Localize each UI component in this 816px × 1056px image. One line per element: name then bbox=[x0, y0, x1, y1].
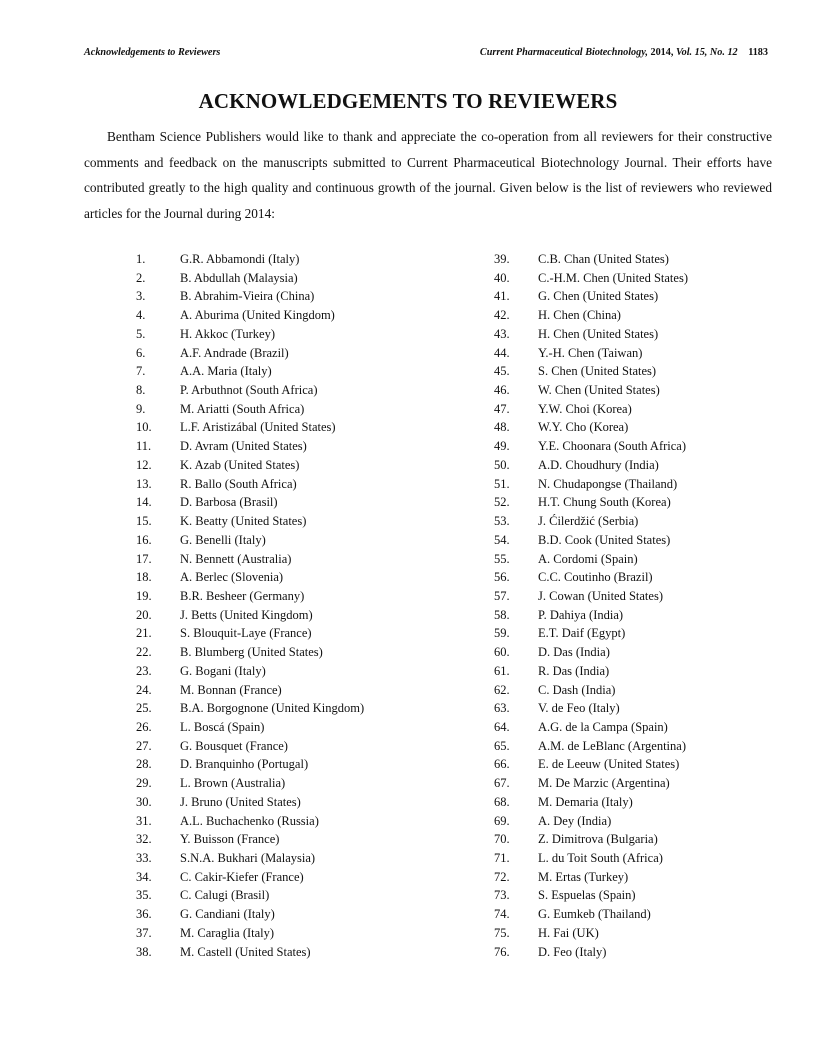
reviewer-item bbox=[136, 456, 364, 475]
reviewer-item bbox=[494, 830, 688, 849]
reviewer-name: B. Blumberg (United States) bbox=[180, 645, 323, 660]
reviewer-item bbox=[136, 325, 364, 344]
reviewer-number: 40. bbox=[494, 270, 510, 285]
reviewer-item bbox=[494, 755, 688, 774]
reviewer-number: 4. bbox=[136, 308, 146, 323]
reviewer-number: 39. bbox=[494, 252, 510, 266]
reviewer-name: A.D. Choudhury (India) bbox=[538, 457, 659, 472]
reviewer-item bbox=[494, 418, 688, 437]
reviewer-name: M. Ariatti (South Africa) bbox=[180, 401, 305, 416]
reviewer-number: 72. bbox=[494, 869, 510, 884]
reviewer-list-left bbox=[136, 250, 364, 961]
reviewer-number: 38. bbox=[136, 944, 152, 959]
reviewer-number: 45. bbox=[494, 364, 510, 379]
reviewer-name: J. Ćilerdžić (Serbia) bbox=[538, 514, 639, 529]
reviewer-item bbox=[136, 774, 364, 793]
reviewer-number: 60. bbox=[494, 645, 510, 660]
reviewer-item bbox=[494, 849, 688, 868]
reviewer-item bbox=[136, 568, 364, 587]
reviewer-item bbox=[136, 381, 364, 400]
reviewer-number: 64. bbox=[494, 719, 510, 734]
reviewer-name: S.N.A. Bukhari (Malaysia) bbox=[180, 851, 316, 865]
reviewer-item bbox=[136, 624, 364, 643]
reviewer-number: 28. bbox=[136, 757, 152, 772]
reviewer-name: A.L. Buchachenko (Russia) bbox=[180, 813, 319, 828]
reviewer-name: H. Chen (United States) bbox=[538, 326, 659, 341]
reviewer-item bbox=[494, 624, 688, 643]
reviewer-number: 7. bbox=[136, 364, 146, 379]
reviewer-item bbox=[136, 287, 364, 306]
reviewer-item bbox=[494, 269, 688, 288]
reviewer-number: 31. bbox=[136, 813, 152, 828]
reviewer-item bbox=[136, 362, 364, 381]
reviewer-item bbox=[494, 774, 688, 793]
reviewer-item bbox=[136, 437, 364, 456]
reviewer-name: K. Azab (United States) bbox=[180, 457, 300, 472]
reviewer-number: 23. bbox=[136, 663, 152, 678]
reviewer-name: N. Bennett (Australia) bbox=[180, 551, 292, 566]
reviewer-number: 3. bbox=[136, 289, 146, 304]
reviewer-item bbox=[136, 943, 364, 962]
reviewer-number: 42. bbox=[494, 308, 510, 323]
reviewer-number: 67. bbox=[494, 776, 510, 791]
reviewer-list-right bbox=[494, 250, 688, 961]
reviewer-item bbox=[494, 737, 688, 756]
reviewer-name: D. Barbosa (Brasil) bbox=[180, 495, 278, 510]
reviewer-name: A. Aburima (United Kingdom) bbox=[180, 308, 335, 323]
reviewer-number: 73. bbox=[494, 888, 510, 903]
reviewer-name: E.T. Daif (Egypt) bbox=[538, 626, 626, 641]
reviewer-name: S. Chen (United States) bbox=[538, 364, 657, 379]
reviewer-number: 65. bbox=[494, 738, 510, 753]
reviewer-name: P. Dahiya (India) bbox=[538, 607, 624, 622]
reviewer-name: M. Bonnan (France) bbox=[180, 682, 282, 697]
reviewer-name: B.R. Besheer (Germany) bbox=[180, 588, 305, 603]
reviewer-name: S. Blouquit-Laye (France) bbox=[180, 626, 312, 641]
reviewer-name: A. Berlec (Slovenia) bbox=[180, 570, 284, 585]
reviewer-number: 17. bbox=[136, 551, 152, 566]
reviewer-name: H.T. Chung South (Korea) bbox=[538, 495, 671, 510]
reviewer-name: J. Cowan (United States) bbox=[538, 588, 663, 603]
reviewer-name: C. Cakir-Kiefer (France) bbox=[180, 869, 304, 884]
reviewer-name: M. De Marzic (Argentina) bbox=[538, 776, 670, 791]
reviewer-item bbox=[136, 269, 364, 288]
reviewer-number: 34. bbox=[136, 869, 152, 884]
reviewer-number: 18. bbox=[136, 570, 152, 585]
reviewer-item bbox=[136, 830, 364, 849]
reviewer-name: N. Chudapongse (Thailand) bbox=[538, 476, 678, 491]
reviewer-item bbox=[494, 924, 688, 943]
reviewer-name: B. Abdullah (Malaysia) bbox=[180, 270, 298, 285]
reviewer-number: 52. bbox=[494, 495, 510, 510]
reviewer-item bbox=[136, 475, 364, 494]
reviewer-item bbox=[494, 681, 688, 700]
reviewer-number: 16. bbox=[136, 532, 152, 547]
running-header-section: Acknowledgements to Reviewers bbox=[84, 47, 221, 58]
reviewer-number: 6. bbox=[136, 345, 146, 360]
reviewer-item bbox=[136, 868, 364, 887]
reviewer-number: 55. bbox=[494, 551, 510, 566]
reviewer-name: G. Chen (United States) bbox=[538, 289, 659, 304]
reviewer-number: 71. bbox=[494, 851, 510, 865]
reviewer-item bbox=[136, 886, 364, 905]
reviewer-name: P. Arbuthnot (South Africa) bbox=[180, 383, 318, 398]
reviewer-name: L. Boscá (Spain) bbox=[180, 719, 265, 734]
reviewer-number: 27. bbox=[136, 738, 152, 753]
journal-volume: Vol. 15, No. 12 bbox=[675, 47, 738, 58]
reviewer-name: G.R. Abbamondi (Italy) bbox=[180, 252, 300, 266]
reviewer-item bbox=[494, 699, 688, 718]
reviewer-item bbox=[136, 531, 364, 550]
running-header-citation bbox=[480, 47, 768, 58]
reviewer-name: C. Calugi (Brasil) bbox=[180, 888, 270, 903]
reviewer-name: A.F. Andrade (Brazil) bbox=[180, 345, 289, 360]
reviewer-item bbox=[494, 812, 688, 831]
reviewer-number: 11. bbox=[136, 439, 152, 454]
reviewer-name: A.G. de la Campa (Spain) bbox=[538, 719, 668, 734]
reviewer-number: 25. bbox=[136, 701, 152, 716]
reviewer-name: B. Abrahim-Vieira (China) bbox=[180, 289, 315, 304]
reviewer-name: W.Y. Cho (Korea) bbox=[538, 420, 629, 435]
reviewer-item bbox=[494, 868, 688, 887]
reviewer-number: 61. bbox=[494, 663, 510, 678]
reviewer-item bbox=[136, 493, 364, 512]
reviewer-number: 21. bbox=[136, 626, 152, 641]
reviewer-item bbox=[494, 662, 688, 681]
reviewer-number: 35. bbox=[136, 888, 152, 903]
reviewer-number: 41. bbox=[494, 289, 510, 304]
reviewer-item bbox=[494, 793, 688, 812]
reviewer-number: 50. bbox=[494, 457, 510, 472]
reviewer-item bbox=[494, 456, 688, 475]
reviewer-item bbox=[494, 493, 688, 512]
reviewer-name: C. Dash (India) bbox=[538, 682, 616, 697]
reviewer-item bbox=[494, 344, 688, 363]
reviewer-item bbox=[494, 606, 688, 625]
reviewer-item bbox=[494, 475, 688, 494]
reviewer-number: 32. bbox=[136, 832, 152, 847]
reviewer-item bbox=[494, 325, 688, 344]
reviewer-number: 30. bbox=[136, 794, 152, 809]
reviewer-item bbox=[494, 643, 688, 662]
reviewer-number: 13. bbox=[136, 476, 152, 491]
reviewer-item bbox=[136, 606, 364, 625]
reviewer-name: G. Bousquet (France) bbox=[180, 738, 288, 753]
reviewer-name: A.M. de LeBlanc (Argentina) bbox=[538, 738, 686, 753]
reviewer-number: 63. bbox=[494, 701, 510, 716]
reviewer-name: V. de Feo (Italy) bbox=[538, 701, 620, 716]
reviewer-number: 68. bbox=[494, 794, 510, 809]
reviewer-name: G. Eumkeb (Thailand) bbox=[538, 907, 651, 922]
reviewer-name: E. de Leeuw (United States) bbox=[538, 757, 680, 772]
reviewer-number: 53. bbox=[494, 514, 510, 529]
reviewer-name: L.F. Aristizábal (United States) bbox=[180, 420, 336, 435]
reviewer-name: Y.-H. Chen (Taiwan) bbox=[538, 345, 643, 360]
reviewer-name: D. Avram (United States) bbox=[180, 439, 307, 454]
reviewer-number: 43. bbox=[494, 326, 510, 341]
reviewer-name: H. Akkoc (Turkey) bbox=[180, 326, 276, 341]
reviewer-item bbox=[494, 381, 688, 400]
reviewer-number: 70. bbox=[494, 832, 510, 847]
reviewer-item bbox=[136, 550, 364, 569]
reviewer-name: R. Ballo (South Africa) bbox=[180, 476, 297, 491]
reviewer-number: 59. bbox=[494, 626, 510, 641]
reviewer-name: H. Fai (UK) bbox=[538, 925, 599, 940]
reviewer-item bbox=[494, 250, 688, 269]
reviewer-item bbox=[494, 943, 688, 962]
reviewer-item bbox=[494, 306, 688, 325]
reviewer-item bbox=[494, 437, 688, 456]
reviewer-number: 20. bbox=[136, 607, 152, 622]
journal-name: Current Pharmaceutical Biotechnology, bbox=[479, 47, 648, 58]
reviewer-number: 33. bbox=[136, 851, 152, 865]
reviewer-number: 48. bbox=[494, 420, 510, 435]
reviewer-item bbox=[136, 681, 364, 700]
reviewer-number: 15. bbox=[136, 514, 152, 529]
reviewer-name: M. Demaria (Italy) bbox=[538, 794, 633, 809]
reviewer-item bbox=[136, 812, 364, 831]
reviewer-item bbox=[494, 531, 688, 550]
reviewer-item bbox=[136, 755, 364, 774]
reviewer-number: 26. bbox=[136, 719, 152, 734]
reviewer-name: G. Candiani (Italy) bbox=[180, 907, 275, 922]
reviewer-name: D. Feo (Italy) bbox=[538, 944, 607, 959]
reviewer-item bbox=[136, 699, 364, 718]
reviewer-name: B.A. Borgognone (United Kingdom) bbox=[180, 701, 365, 716]
reviewer-item bbox=[136, 587, 364, 606]
reviewer-name: D. Branquinho (Portugal) bbox=[180, 757, 309, 772]
reviewer-number: 24. bbox=[136, 682, 152, 697]
reviewer-name: B.D. Cook (United States) bbox=[538, 532, 671, 547]
reviewer-number: 29. bbox=[136, 776, 152, 791]
reviewer-name: A. Dey (India) bbox=[538, 813, 612, 828]
reviewer-name: G. Benelli (Italy) bbox=[180, 532, 266, 547]
reviewer-item bbox=[136, 400, 364, 419]
reviewer-number: 22. bbox=[136, 645, 152, 660]
reviewer-number: 5. bbox=[136, 326, 146, 341]
reviewer-name: A. Cordomi (Spain) bbox=[538, 551, 638, 566]
reviewer-number: 8. bbox=[136, 383, 146, 398]
reviewer-number: 54. bbox=[494, 532, 510, 547]
reviewer-name: C.B. Chan (United States) bbox=[538, 252, 669, 266]
reviewer-number: 36. bbox=[136, 907, 152, 922]
reviewer-number: 1. bbox=[136, 252, 146, 266]
intro-paragraph: Bentham Science Publishers would like to thank and appreciate the co-operation from all reviewers for their constructive comments and feedback on the manuscripts submitted to Current Pharmaceutical Biotechnology Journal. Their efforts have contributed greatly to the high quality and continuous growth of the journal. Given below is the list of reviewers who reviewed articles for the Journal during 2014: bbox=[84, 129, 772, 221]
page-number: 1183 bbox=[748, 47, 768, 58]
reviewer-number: 76. bbox=[494, 944, 510, 959]
reviewer-name: M. Ertas (Turkey) bbox=[538, 869, 629, 884]
reviewer-name: C.-H.M. Chen (United States) bbox=[538, 270, 688, 285]
reviewer-name: G. Bogani (Italy) bbox=[180, 663, 266, 678]
reviewer-name: W. Chen (United States) bbox=[538, 383, 660, 398]
reviewer-number: 74. bbox=[494, 907, 510, 922]
reviewer-item bbox=[136, 662, 364, 681]
reviewer-number: 75. bbox=[494, 925, 510, 940]
reviewer-number: 37. bbox=[136, 925, 152, 940]
reviewer-number: 10. bbox=[136, 420, 152, 435]
reviewer-item bbox=[136, 250, 364, 269]
reviewer-item bbox=[494, 568, 688, 587]
reviewer-name: A.A. Maria (Italy) bbox=[180, 364, 272, 379]
reviewer-name: R. Das (India) bbox=[538, 663, 610, 678]
reviewer-item bbox=[136, 793, 364, 812]
reviewer-name: J. Betts (United Kingdom) bbox=[180, 607, 313, 622]
reviewer-number: 56. bbox=[494, 570, 510, 585]
reviewer-name: C.C. Coutinho (Brazil) bbox=[538, 570, 653, 585]
reviewer-number: 2. bbox=[136, 270, 146, 285]
reviewer-item bbox=[136, 924, 364, 943]
reviewer-number: 69. bbox=[494, 813, 510, 828]
reviewer-name: J. Bruno (United States) bbox=[180, 794, 301, 809]
reviewer-name: Y.W. Choi (Korea) bbox=[538, 401, 632, 416]
reviewer-name: Y. Buisson (France) bbox=[180, 832, 280, 847]
reviewer-number: 14. bbox=[136, 495, 152, 510]
reviewer-name: Z. Dimitrova (Bulgaria) bbox=[538, 832, 658, 847]
reviewer-name: M. Caraglia (Italy) bbox=[180, 925, 275, 940]
reviewer-name: K. Beatty (United States) bbox=[180, 514, 307, 529]
reviewer-name: L. Brown (Australia) bbox=[180, 776, 286, 791]
reviewer-number: 51. bbox=[494, 476, 510, 491]
page-title: ACKNOWLEDGEMENTS TO REVIEWERS bbox=[198, 89, 618, 113]
reviewer-number: 44. bbox=[494, 345, 510, 360]
journal-year: 2014, bbox=[650, 47, 674, 58]
reviewer-number: 12. bbox=[136, 457, 152, 472]
running-header bbox=[84, 47, 768, 58]
reviewer-item bbox=[494, 905, 688, 924]
reviewer-number: 19. bbox=[136, 588, 152, 603]
reviewer-item bbox=[494, 512, 688, 531]
reviewer-item bbox=[136, 718, 364, 737]
reviewer-name: S. Espuelas (Spain) bbox=[538, 888, 636, 903]
reviewer-item bbox=[494, 886, 688, 905]
reviewer-item bbox=[494, 400, 688, 419]
reviewer-number: 47. bbox=[494, 401, 510, 416]
reviewer-name: L. du Toit South (Africa) bbox=[538, 851, 663, 865]
reviewer-item bbox=[136, 418, 364, 437]
reviewer-name: D. Das (India) bbox=[538, 645, 610, 660]
reviewer-item bbox=[136, 849, 364, 868]
reviewer-number: 58. bbox=[494, 607, 510, 622]
reviewer-item bbox=[136, 306, 364, 325]
reviewer-item bbox=[136, 344, 364, 363]
reviewer-item bbox=[494, 718, 688, 737]
reviewer-item bbox=[494, 287, 688, 306]
reviewer-item bbox=[136, 737, 364, 756]
reviewer-number: 9. bbox=[136, 401, 146, 416]
reviewer-item bbox=[494, 362, 688, 381]
reviewer-number: 49. bbox=[494, 439, 510, 454]
reviewer-number: 66. bbox=[494, 757, 510, 772]
reviewer-item bbox=[136, 905, 364, 924]
reviewer-item bbox=[494, 587, 688, 606]
reviewer-number: 46. bbox=[494, 383, 510, 398]
reviewer-item bbox=[494, 550, 688, 569]
reviewer-item bbox=[136, 643, 364, 662]
reviewer-name: M. Castell (United States) bbox=[180, 944, 311, 959]
reviewer-name: H. Chen (China) bbox=[538, 308, 621, 323]
reviewer-item bbox=[136, 512, 364, 531]
reviewer-number: 62. bbox=[494, 682, 510, 697]
reviewer-name: Y.E. Choonara (South Africa) bbox=[538, 439, 687, 454]
reviewer-number: 57. bbox=[494, 588, 510, 603]
